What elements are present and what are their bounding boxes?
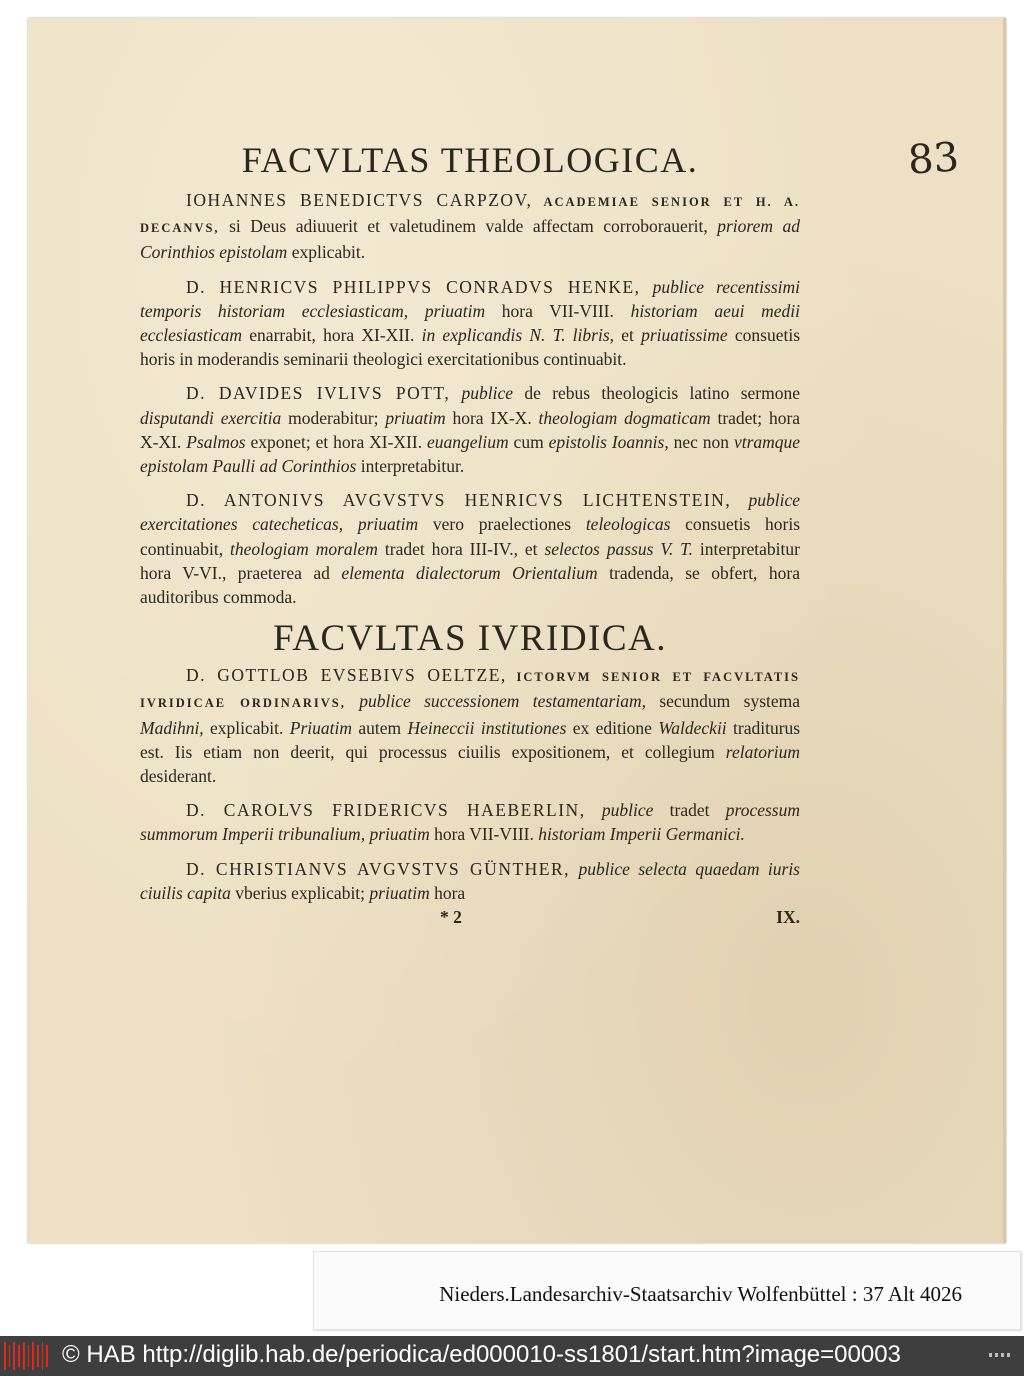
heading-law: FACVLTAS IVRIDICA. <box>272 618 668 660</box>
heading-theology: FACVLTAS THEOLOGICA. <box>241 140 699 180</box>
entry-henke: D. HENRICVS PHILIPPVS CONRADVS HENKE, publice recentissimi temporis historiam ecclesiasticam, priuatim hora VII-VIII. historiam aeui medii ecclesiasticam enarrabit, hora XI-XII. in explicandis N. T. libris, et priuatissime consuetis horis in moderandis seminarii theologici exercitationibus continuabit. <box>140 276 801 370</box>
bottom-bar <box>0 1336 1024 1376</box>
hab-logo-icon <box>4 1342 48 1370</box>
scanned-page <box>28 18 1006 1243</box>
entry-haeberlin: D. CAROLVS FRIDERICVS HAEBERLIN, publice tradet processum summorum Imperii tribunalium, priuatim hora VII-VIII. historiam Imperii Germanici. <box>140 800 800 845</box>
page-text <box>140 130 800 929</box>
entry-carpzov: IOHANNES BENEDICTVS CARPZOV, ACADEMIAE SENIOR ET H. A. DECANVS, si Deus adiuuerit et valetudinem valde affectam corroborauerit, priorem ad Corinthios epistolam explicabit. <box>140 190 800 263</box>
archive-label: Nieders.Landesarchiv-Staatsarchiv Wolfenbüttel : 37 Alt 4026 <box>439 1282 962 1306</box>
entry-lichtenstein: D. ANTONIVS AVGVSTVS HENRICVS LICHTENSTEIN, publice exercitationes catecheticas, priuatim vero praelectiones teleologicas consuetis horis continuabit, theologiam moralem tradet hora III-IV., et selectos passus V. T. interpretabitur hora V-VI., praeterea ad elementa dialectorum Orientalium tradenda, se obfert, hora auditoribus commoda. <box>140 490 801 608</box>
signature-mark: * 2 <box>440 907 462 928</box>
catchword: IX. <box>776 907 800 928</box>
credit-url[interactable]: © HAB http://diglib.hab.de/periodica/ed000010-ss1801/start.htm?image=00003 <box>62 1341 901 1368</box>
archive-label-box <box>313 1251 1021 1330</box>
page-number: 83 <box>906 134 961 184</box>
entry-oeltze: D. GOTTLOB EVSEBIVS OELTZE, ICTORVM SENIOR ET FACVLTATIS IVRIDICAE ORDINARIVS, publice successionem testamentariam, secundum systema Madihni, explicabit. Priuatim autem Heineccii institutiones ex editione Waldeckii traditurus est. Iis etiam non deerit, qui processus ciuilis expositionem, et collegium relatorium desiderant. <box>140 665 801 787</box>
grip-icon <box>989 1353 1010 1357</box>
entry-guenther: D. CHRISTIANVS AVGVSTVS GÜNTHER, publice selecta quaedam iuris ciuilis capita vberius explicabit; priuatim hora <box>140 858 800 903</box>
page-footer <box>140 905 800 929</box>
entry-pott: D. DAVIDES IVLIVS POTT, publice de rebus theologicis latino sermone disputandi exercitia moderabitur; priuatim hora IX-X. theologiam dogmaticam tradet; hora X-XI. Psalmos exponet; et hora XI-XII. euangelium cum epistolis Ioannis, nec non vtramque epistolam Paulli ad Corinthios interpretabitur. <box>140 383 801 477</box>
